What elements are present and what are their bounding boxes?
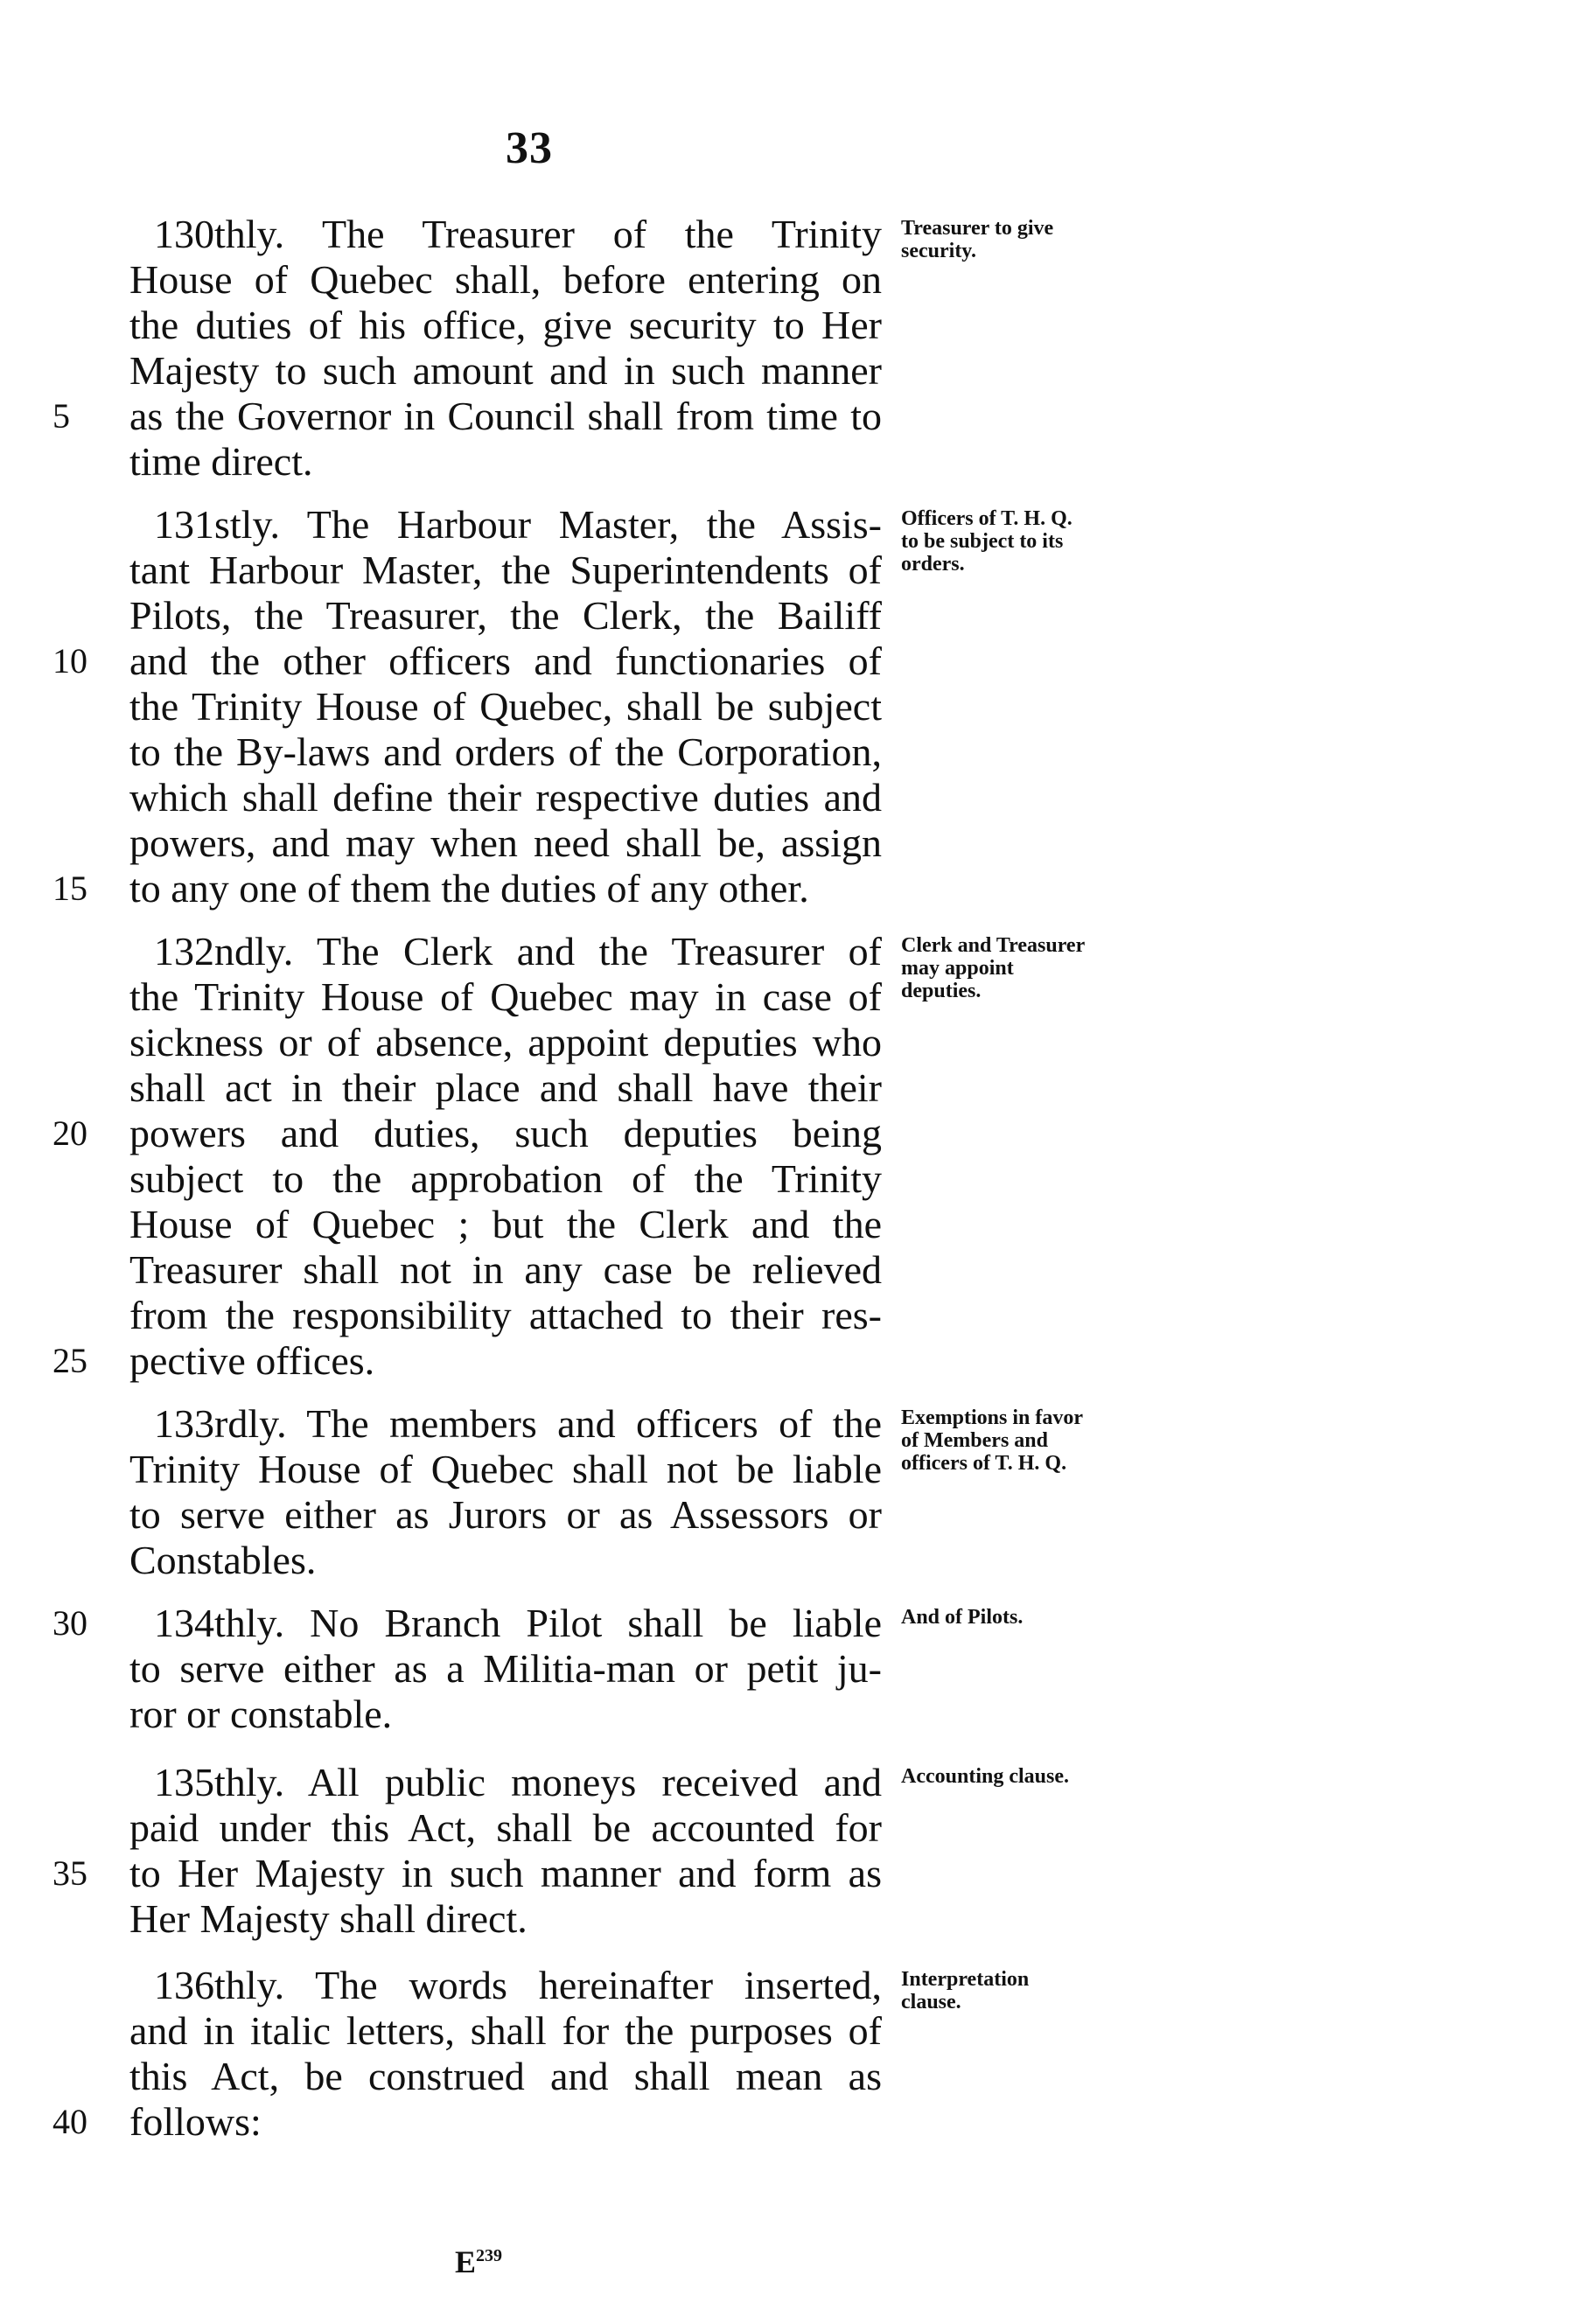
text-line: to serve either as Jurors or as Assessors or [129,1492,882,1537]
line-number: 20 [52,1113,87,1153]
text-line: follows: [129,2099,262,2144]
text-line: the duties of his office, give security to Her [129,303,882,347]
text-line: to the By-laws and orders of the Corporation, [129,729,882,774]
text-line: to Her Majesty in such manner and form as [129,1851,882,1895]
text-line: 133rdly. The members and officers of the [154,1401,882,1446]
margin-note: Interpretation clause. [901,1968,1030,2013]
text-line: ror or constable. [129,1692,393,1736]
text-line: and the other officers and functionaries of [129,639,882,683]
text-line: 131stly. The Harbour Master, the Assis- [154,502,882,547]
line-number: 15 [52,869,87,908]
line-number: 10 [52,641,87,680]
text-line: this Act, be construed and shall mean as [129,2054,882,2098]
text-line: from the responsibility attached to their res- [129,1293,882,1337]
text-line: Her Majesty shall direct. [129,1896,527,1941]
text-line: 130thly. The Treasurer of the Trinity [154,212,882,256]
text-line: Trinity House of Quebec shall not be liable [129,1447,882,1491]
text-line: powers, and may when need shall be, assign [129,820,882,865]
text-line: which shall define their respective duties and [129,775,882,820]
line-number: 35 [52,1853,87,1893]
text-line: and in italic letters, shall for the purposes of [129,2008,882,2053]
text-line: Pilots, the Treasurer, the Clerk, the Bailiff [129,593,882,638]
text-line: House of Quebec shall, before entering on [129,257,882,302]
margin-note: Treasurer to give security. [901,217,1054,262]
text-line: to any one of them the duties of any other. [129,866,809,911]
text-line: House of Quebec ; but the Clerk and the [129,1202,882,1246]
text-line: paid under this Act, shall be accounted for [129,1805,882,1850]
line-number: 5 [52,396,70,436]
text-line: the Trinity House of Quebec, shall be subject [129,684,882,729]
text-line: to serve either as a Militia-man or petit ju- [129,1646,882,1691]
line-number: 25 [52,1341,87,1380]
text-line: time direct. [129,439,313,484]
text-line: 134thly. No Branch Pilot shall be liable [154,1601,882,1645]
text-line: 132ndly. The Clerk and the Treasurer of [154,929,882,974]
margin-note: Exemptions in favor of Members and officers of T. H. Q. [901,1406,1083,1475]
line-number: 40 [52,2102,87,2141]
text-line: 136thly. The words hereinafter inserted, [154,1963,882,2007]
text-line: 135thly. All public moneys received and [154,1760,882,1804]
text-line: tant Harbour Master, the Superintendents of [129,548,882,592]
margin-note: And of Pilots. [901,1606,1024,1629]
signature-mark: $E^{239}$ [455,2244,503,2279]
margin-note: Officers of T. H. Q. to be subject to its orders. [901,507,1072,576]
text-line: as the Governor in Council shall from time to [129,394,882,438]
margin-note: Clerk and Treasurer may appoint deputies. [901,934,1085,1002]
page-number: 33 [506,123,553,173]
text-line: sickness or of absence, appoint deputies who [129,1020,882,1064]
text-line: powers and duties, such deputies being [129,1111,882,1155]
text-line: Majesty to such amount and in such manner [129,348,882,393]
text-line: the Trinity House of Quebec may in case of [129,974,882,1019]
text-line: Treasurer shall not in any case be relieved [129,1247,882,1292]
text-line: Constables. [129,1538,317,1582]
text-line: subject to the approbation of the Trinity [129,1156,882,1201]
text-line: pective offices. [129,1338,375,1383]
text-line: shall act in their place and shall have their [129,1065,882,1110]
line-number: 30 [52,1603,87,1643]
margin-note: Accounting clause. [901,1765,1069,1788]
